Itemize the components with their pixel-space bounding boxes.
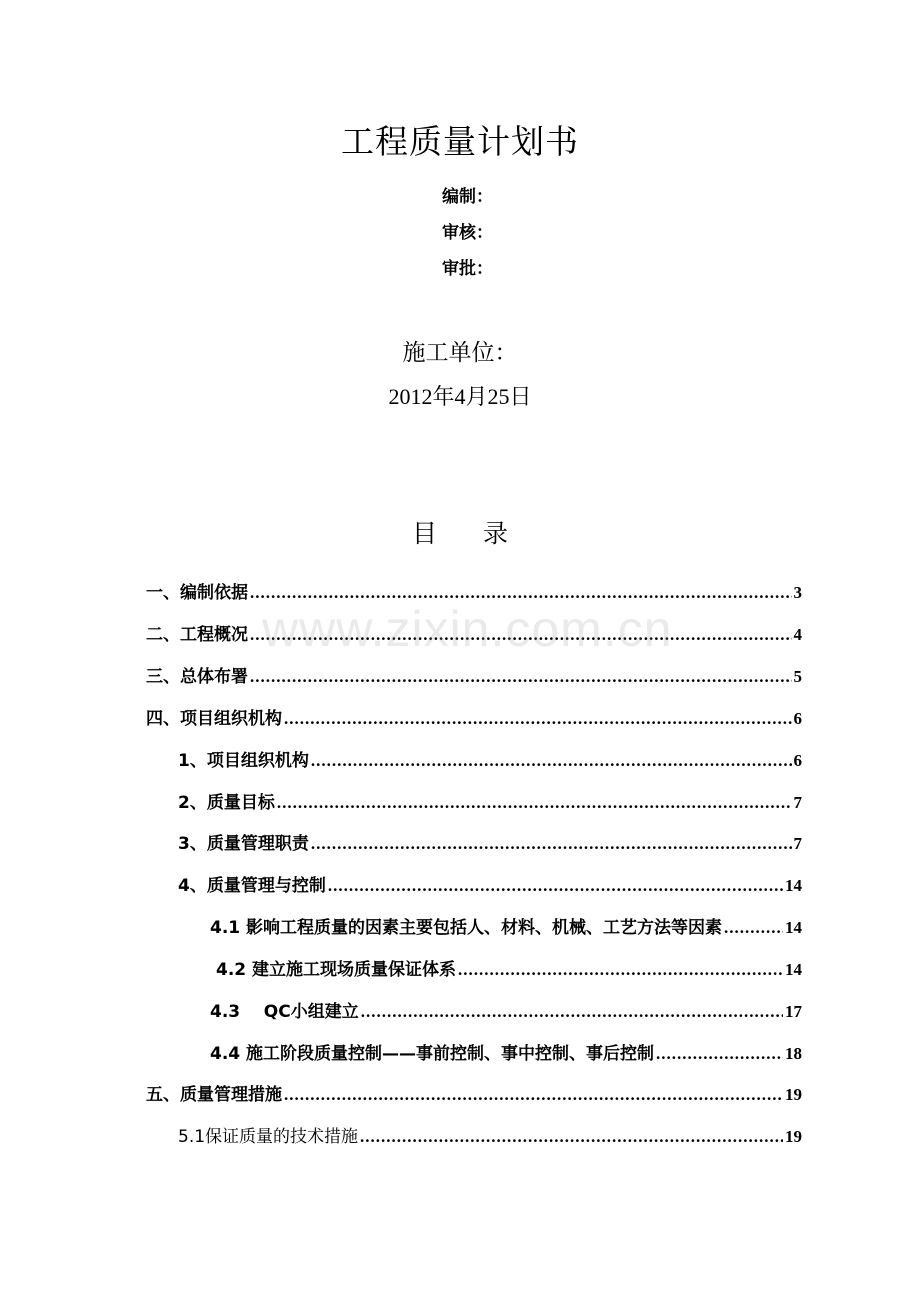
toc-entry[interactable] — [146, 578, 802, 604]
toc-leader — [277, 793, 792, 813]
toc-leader — [328, 876, 783, 896]
toc-leader — [724, 918, 783, 938]
watermark: www.zixin.com.cn — [262, 601, 673, 657]
toc-entry-page: 18 — [785, 1044, 802, 1063]
toc-entry[interactable] — [210, 997, 802, 1023]
toc-entry-label: 3、质量管理职责 — [178, 834, 309, 854]
toc-entry-label: 1、项目组织机构 — [178, 751, 309, 771]
toc-leader — [458, 960, 783, 980]
toc-entry-page: 17 — [785, 1002, 802, 1021]
toc-entry-label: 4.1 影响工程质量的因素主要包括人、材料、机械、工艺方法等因素 — [210, 918, 723, 938]
toc-entry[interactable] — [178, 746, 802, 772]
toc-entry-page: 14 — [785, 876, 802, 895]
toc-entry-label: 4.2 建立施工现场质量保证体系 — [216, 960, 457, 980]
toc-entry-label: 一、编制依据 — [146, 583, 248, 603]
toc-leader — [311, 751, 792, 771]
toc-entry-page: 4 — [793, 625, 802, 644]
toc-entry-label: 2、质量目标 — [178, 793, 275, 813]
toc-heading-char-2: 录 — [483, 519, 509, 548]
toc-entry[interactable] — [178, 871, 802, 897]
toc-entry-label: 4.3 QC小组建立 — [210, 1002, 359, 1022]
toc-leader — [284, 1085, 783, 1105]
toc-entry-page: 14 — [785, 960, 802, 979]
toc-leader — [311, 834, 792, 854]
toc-entry[interactable] — [210, 913, 802, 939]
toc-entry-page: 19 — [785, 1127, 802, 1146]
toc-entry-label: 三、总体布署 — [146, 667, 248, 687]
document-title: 工程质量计划书 — [341, 122, 579, 161]
toc-entry[interactable] — [210, 1039, 802, 1065]
toc-entry[interactable] — [146, 620, 802, 646]
toc-entry-label: 四、项目组织机构 — [146, 709, 282, 729]
toc-entry-label: 五、质量管理措施 — [146, 1085, 282, 1105]
toc-entry[interactable] — [146, 704, 802, 730]
document-date: 2012年4月25日 — [388, 384, 532, 409]
toc-entry-page: 7 — [793, 834, 802, 853]
toc-entry[interactable] — [146, 662, 802, 688]
toc-entry-page: 19 — [785, 1085, 802, 1104]
toc-leader — [250, 583, 792, 603]
toc-leader — [284, 709, 792, 729]
toc-entry-page: 7 — [793, 793, 802, 812]
toc-entry-page: 3 — [793, 583, 802, 602]
toc-entry[interactable] — [178, 1122, 802, 1148]
toc-entry[interactable] — [178, 829, 802, 855]
toc-entry-label: 4.4 施工阶段质量控制——事前控制、事中控制、事后控制 — [210, 1044, 655, 1064]
approved-by-label: 审批： — [442, 259, 493, 279]
toc-entry-page: 14 — [785, 918, 802, 937]
toc-leader — [250, 667, 792, 687]
toc-leader — [361, 1002, 783, 1022]
toc-leader — [360, 1127, 783, 1147]
toc-entry-page: 6 — [793, 751, 802, 770]
toc-entry-label: 4、质量管理与控制 — [178, 876, 326, 896]
toc-entry-page: 5 — [793, 667, 802, 686]
toc-entry-label: 5.1保证质量的技术措施 — [178, 1127, 359, 1147]
construction-unit-label: 施工单位： — [402, 340, 518, 366]
toc-leader — [656, 1044, 783, 1064]
toc-entry[interactable] — [146, 1080, 802, 1106]
reviewed-by-label: 审核： — [442, 223, 493, 243]
toc-entry-label: 二、工程概况 — [146, 625, 248, 645]
toc-entry-page: 6 — [793, 709, 802, 728]
toc-entry[interactable] — [178, 788, 802, 814]
toc-entry[interactable] — [216, 955, 802, 981]
toc-heading-char-1: 目 — [411, 519, 437, 548]
compiled-by-label: 编制： — [442, 187, 493, 207]
toc-heading — [0, 514, 920, 550]
toc-leader — [250, 625, 792, 645]
